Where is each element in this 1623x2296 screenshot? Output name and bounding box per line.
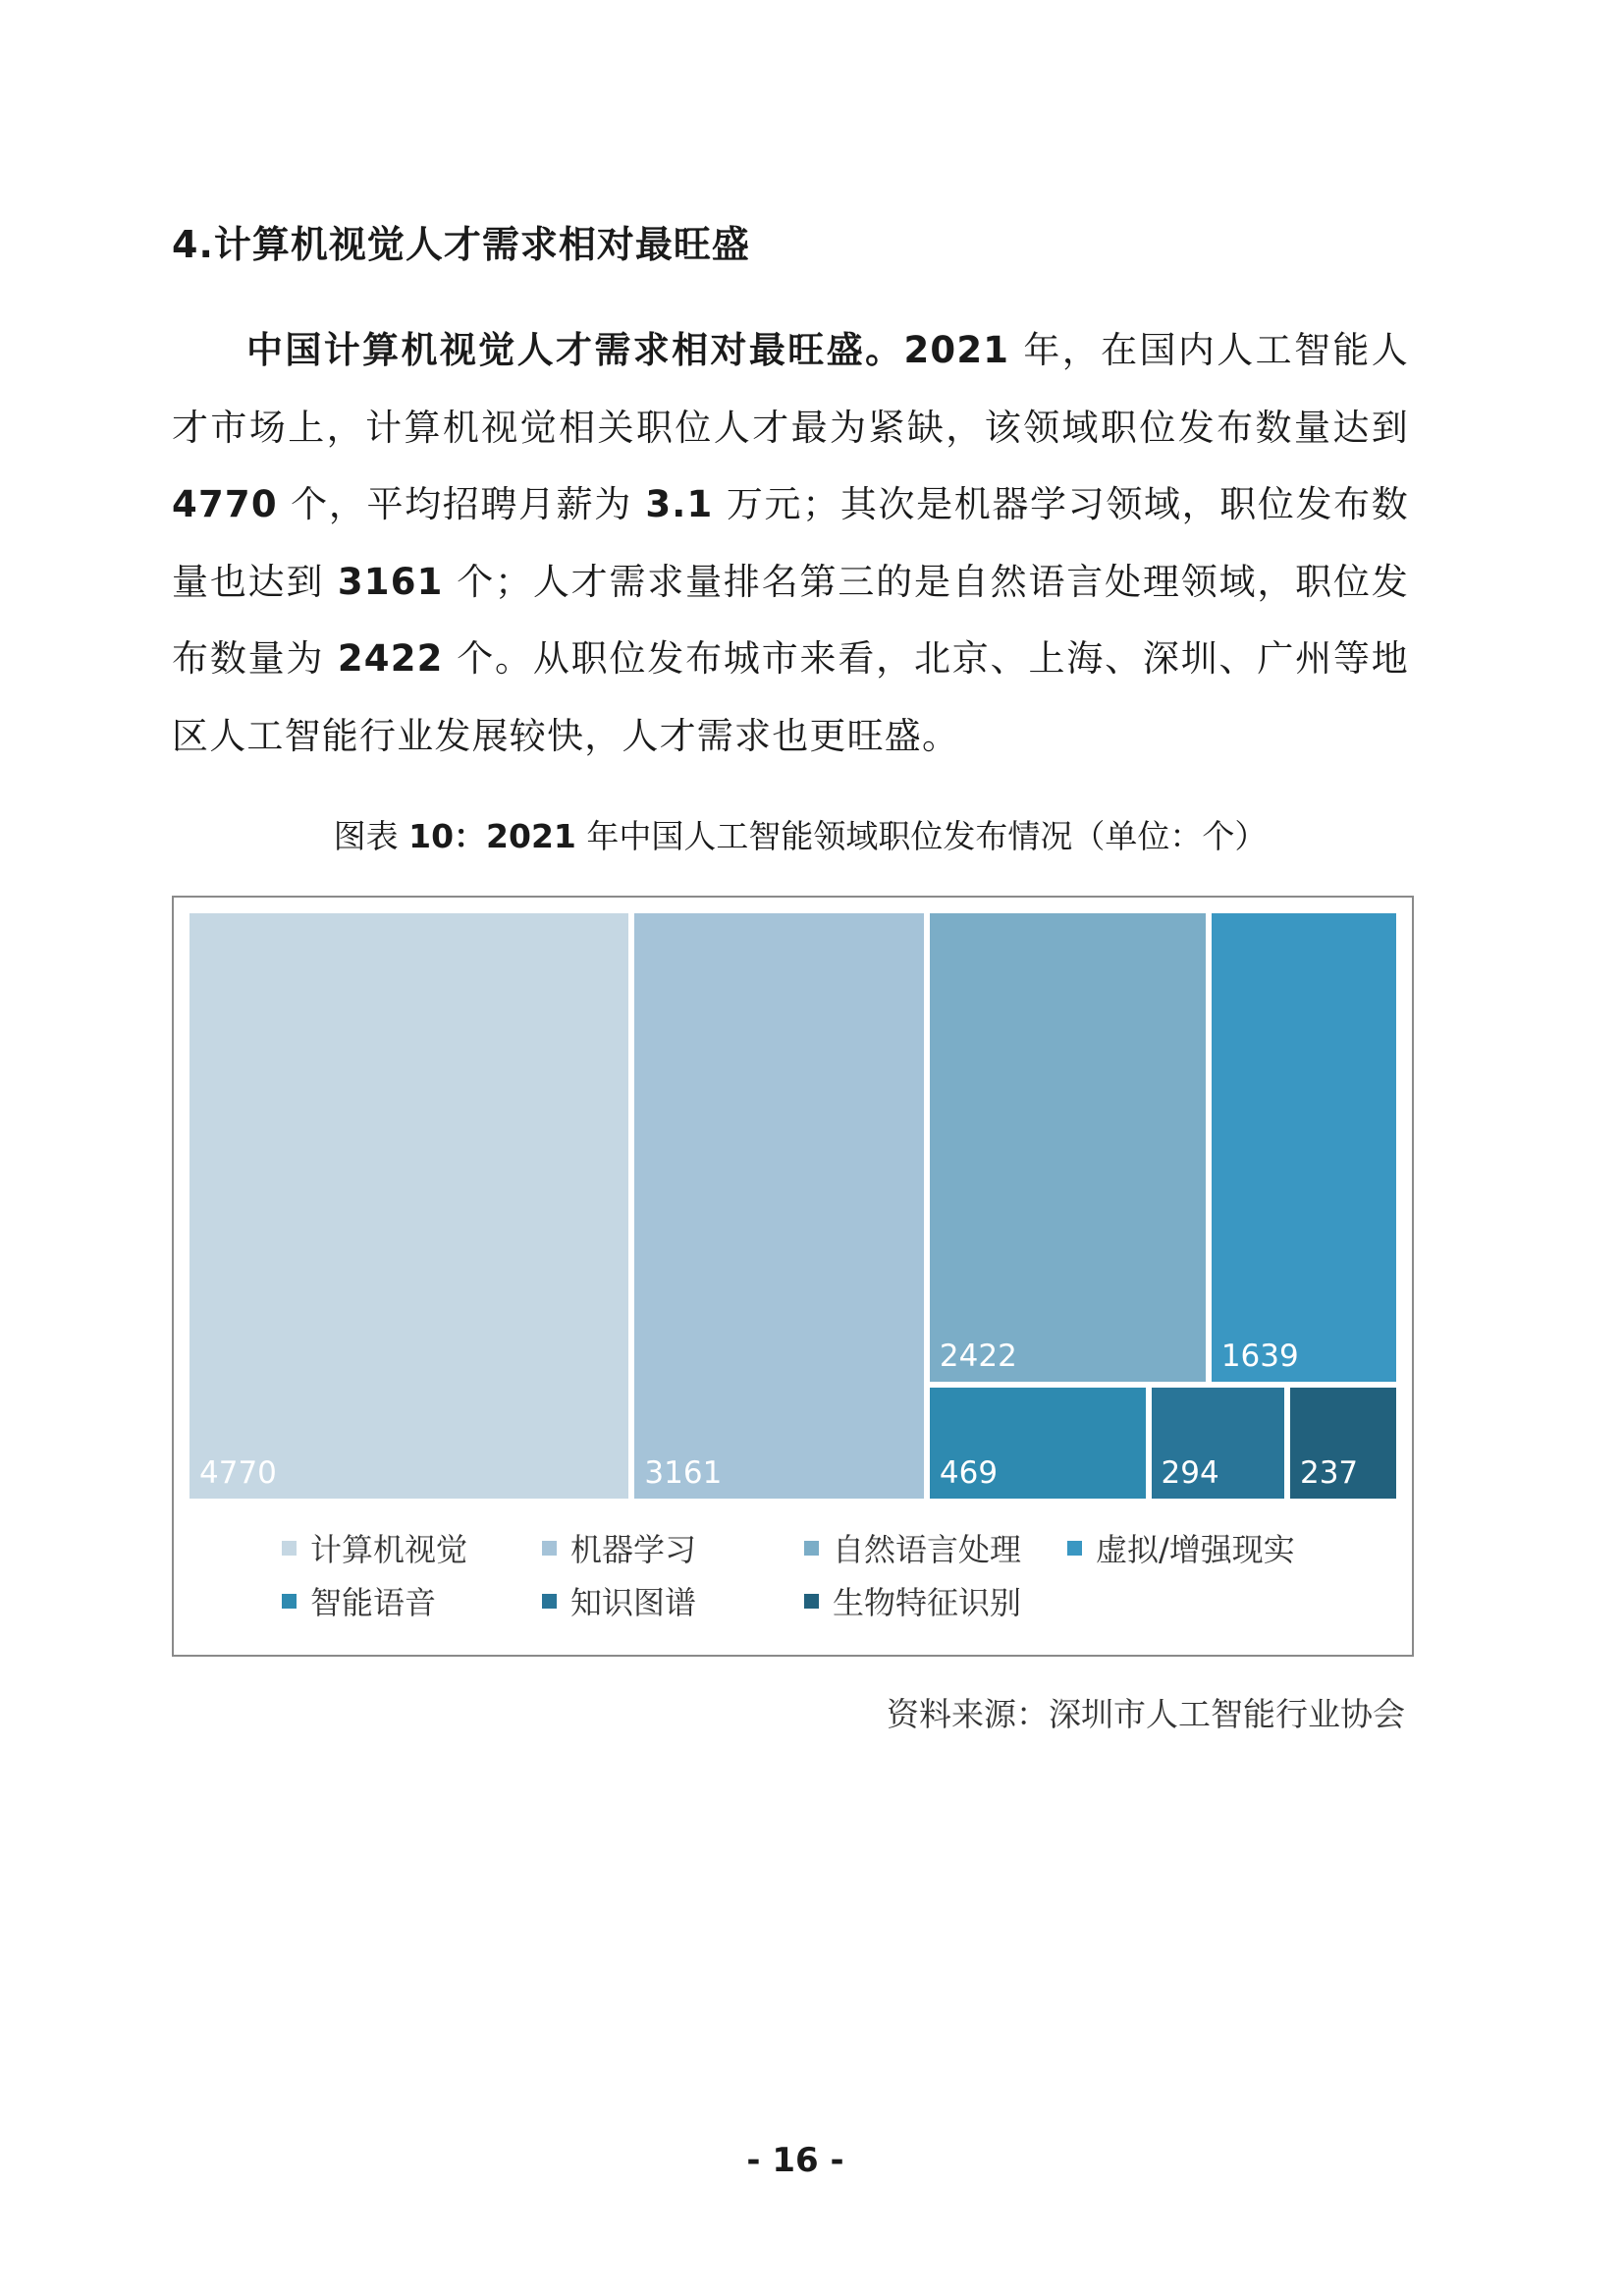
legend-item bbox=[1067, 1526, 1295, 1569]
treemap-value-label: 1639 bbox=[1220, 1339, 1299, 1375]
treemap-value-label: 4770 bbox=[199, 1455, 277, 1491]
treemap-value-label: 469 bbox=[939, 1454, 999, 1491]
treemap-value-label: 294 bbox=[1161, 1454, 1219, 1491]
treemap-tile bbox=[927, 1385, 1149, 1502]
figure-caption: 图表 10：2021 年中国人工智能领域职位发布情况（单位：个） bbox=[333, 817, 1268, 855]
body-paragraph: 中国计算机视觉人才需求相对最旺盛。2021 年，在国内人工智能人才市场上，计算机视觉相关职位人才最为紧缺，该领域职位发布数量达到 4770 个，平均招聘月薪为 3.1 万元；其次是机器学习领域，职位发布数量也达到 3161 个；人才需求量排名第三的是自然语言处理领域，职位发布数量为 2422 个。从职位发布城市来看，北京、上海、深圳、广州等地区人工智能行业发展较快，人才需求也更旺盛。 bbox=[172, 329, 1409, 757]
legend-label: 智能语音 bbox=[310, 1584, 437, 1621]
legend-swatch bbox=[804, 1594, 819, 1609]
legend-item bbox=[804, 1526, 1021, 1569]
legend-label: 生物特征识别 bbox=[833, 1584, 1022, 1621]
legend-item bbox=[542, 1579, 696, 1622]
legend-item bbox=[804, 1579, 1021, 1622]
cv-salary: 3.1 bbox=[645, 483, 714, 525]
legend-item bbox=[542, 1526, 696, 1569]
paragraph-lead: 中国计算机视觉人才需求相对最旺盛。2021 bbox=[246, 329, 1010, 371]
cv-count: 4770 bbox=[172, 483, 278, 525]
legend-label: 计算机视觉 bbox=[310, 1531, 468, 1568]
treemap-value-label: 3161 bbox=[644, 1455, 723, 1491]
legend-swatch bbox=[282, 1541, 297, 1556]
legend-swatch bbox=[542, 1594, 557, 1609]
nlp-count: 2422 bbox=[337, 637, 444, 680]
legend-swatch bbox=[282, 1594, 297, 1609]
section-heading: 4.计算机视觉人才需求相对最旺盛 bbox=[172, 223, 750, 266]
legend-label: 知识图谱 bbox=[570, 1584, 697, 1621]
legend-swatch bbox=[542, 1541, 557, 1556]
source-note: 资料来源：深圳市人工智能行业协会 bbox=[887, 1695, 1405, 1733]
treemap-tile bbox=[1287, 1385, 1399, 1502]
page-number: - 16 - bbox=[746, 2141, 844, 2180]
legend-label: 机器学习 bbox=[570, 1531, 697, 1568]
legend-swatch bbox=[804, 1541, 819, 1556]
treemap-tile bbox=[927, 910, 1209, 1385]
legend-item bbox=[282, 1526, 467, 1569]
treemap-tile bbox=[1149, 1385, 1287, 1502]
legend-swatch bbox=[1067, 1541, 1082, 1556]
ml-count: 3161 bbox=[337, 560, 444, 603]
treemap-tile bbox=[1209, 910, 1399, 1385]
treemap-tile bbox=[631, 910, 926, 1502]
treemap-plot-area bbox=[187, 910, 1399, 1502]
treemap-tile bbox=[187, 910, 631, 1502]
legend-label: 虚拟/增强现实 bbox=[1096, 1531, 1295, 1568]
treemap-chart bbox=[172, 896, 1414, 1657]
treemap-value-label: 237 bbox=[1299, 1454, 1359, 1491]
legend-label: 自然语言处理 bbox=[833, 1531, 1022, 1568]
legend-item bbox=[282, 1579, 436, 1622]
treemap-value-label: 2422 bbox=[939, 1339, 1017, 1375]
